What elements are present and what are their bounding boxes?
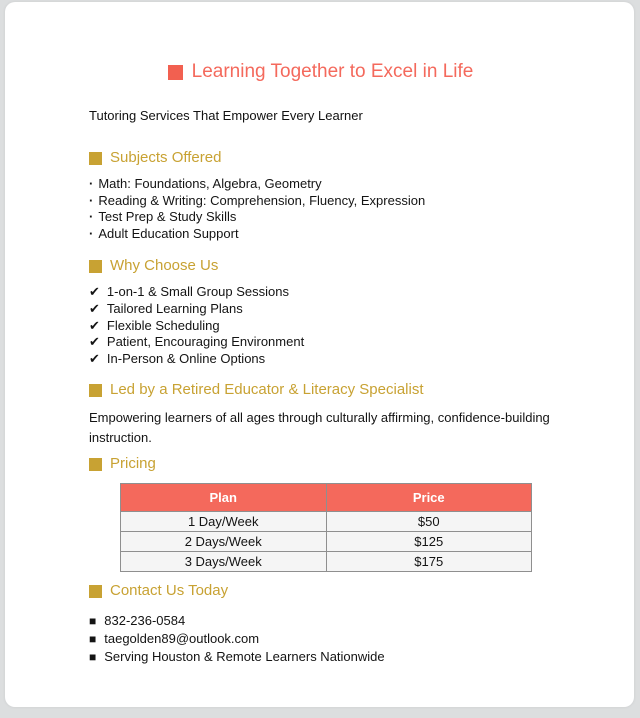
section-marker-icon	[89, 152, 102, 165]
section-marker-icon	[89, 260, 102, 273]
list-item-text: Reading & Writing: Comprehension, Fluency, Expression	[98, 192, 426, 208]
list-item-text: Test Prep & Study Skills	[98, 209, 237, 225]
list-item	[89, 176, 552, 193]
table-cell-price: $50	[326, 512, 532, 532]
section-heading-why-choose-us	[89, 257, 552, 275]
table-cell-plan: 3 Days/Week	[121, 552, 327, 572]
section-heading-pricing	[89, 455, 552, 473]
list-item	[89, 301, 552, 318]
document-content	[5, 2, 634, 666]
list-item	[89, 318, 552, 335]
bullet-icon: ·	[89, 225, 94, 241]
section-marker-icon	[89, 585, 102, 598]
section-heading-label: Pricing	[110, 455, 156, 473]
square-bullet-icon: ■	[89, 650, 97, 665]
table-cell-price: $125	[326, 532, 532, 552]
bullet-icon: ·	[89, 192, 94, 208]
table-row	[121, 532, 532, 552]
list-item	[89, 351, 552, 368]
subjects-list	[89, 176, 552, 242]
section-marker-icon	[89, 458, 102, 471]
list-item	[89, 334, 552, 351]
pricing-table	[120, 483, 532, 572]
document-page	[5, 2, 634, 707]
led-by-paragraph: Empowering learners of all ages through culturally affirming, confidence-building instruction.	[89, 410, 550, 445]
table-header-row	[121, 484, 532, 512]
contact-phone	[89, 612, 552, 630]
section-heading-subjects	[89, 149, 552, 167]
why-choose-us-list	[89, 284, 552, 367]
table-cell-plan: 1 Day/Week	[121, 512, 327, 532]
contact-email-text: taegolden89@outlook.com	[104, 631, 260, 647]
section-heading-led-by	[89, 381, 552, 399]
square-bullet-icon: ■	[89, 614, 97, 629]
section-heading-label: Led by a Retired Educator & Literacy Specialist	[110, 381, 424, 399]
table-header-plan: Plan	[121, 484, 327, 512]
check-icon: ✔	[89, 317, 100, 333]
contact-email	[89, 630, 552, 648]
check-icon: ✔	[89, 334, 100, 350]
page-title-text: Learning Together to Excel in Life	[191, 61, 474, 82]
table-row	[121, 512, 532, 532]
page-subtitle: Tutoring Services That Empower Every Learner	[89, 108, 363, 123]
section-heading-label: Contact Us Today	[110, 582, 229, 600]
list-item	[89, 284, 552, 301]
section-marker-icon	[89, 384, 102, 397]
list-item-text: Math: Foundations, Algebra, Geometry	[98, 176, 322, 191]
section-heading-label: Why Choose Us	[110, 257, 219, 275]
check-icon: ✔	[89, 284, 100, 300]
table-header-price: Price	[326, 484, 532, 512]
check-icon: ✔	[89, 300, 100, 316]
check-icon: ✔	[89, 350, 100, 366]
table-cell-price: $175	[326, 552, 532, 572]
list-item-text: In-Person & Online Options	[106, 350, 266, 366]
list-item	[89, 226, 552, 243]
square-bullet-icon: ■	[89, 632, 97, 647]
section-heading-contact	[89, 582, 552, 600]
list-item-text: Adult Education Support	[98, 225, 239, 241]
contact-list	[89, 612, 552, 666]
list-item	[89, 193, 552, 210]
contact-phone-text: 832-236-0584	[104, 613, 186, 629]
list-item-text: Flexible Scheduling	[106, 317, 220, 333]
contact-service-area-text: Serving Houston & Remote Learners Nationwide	[104, 649, 385, 665]
section-heading-label: Subjects Offered	[110, 149, 222, 166]
bullet-icon: ·	[89, 209, 94, 225]
list-item-text: Tailored Learning Plans	[106, 300, 243, 316]
list-item	[89, 209, 552, 226]
contact-service-area	[89, 648, 552, 666]
table-row	[121, 552, 532, 572]
table-cell-plan: 2 Days/Week	[121, 532, 327, 552]
page-title	[89, 60, 552, 84]
title-square-icon	[168, 65, 183, 80]
list-item-text: 1-on-1 & Small Group Sessions	[106, 284, 289, 300]
bullet-icon: ·	[89, 176, 94, 191]
list-item-text: Patient, Encouraging Environment	[106, 334, 305, 350]
